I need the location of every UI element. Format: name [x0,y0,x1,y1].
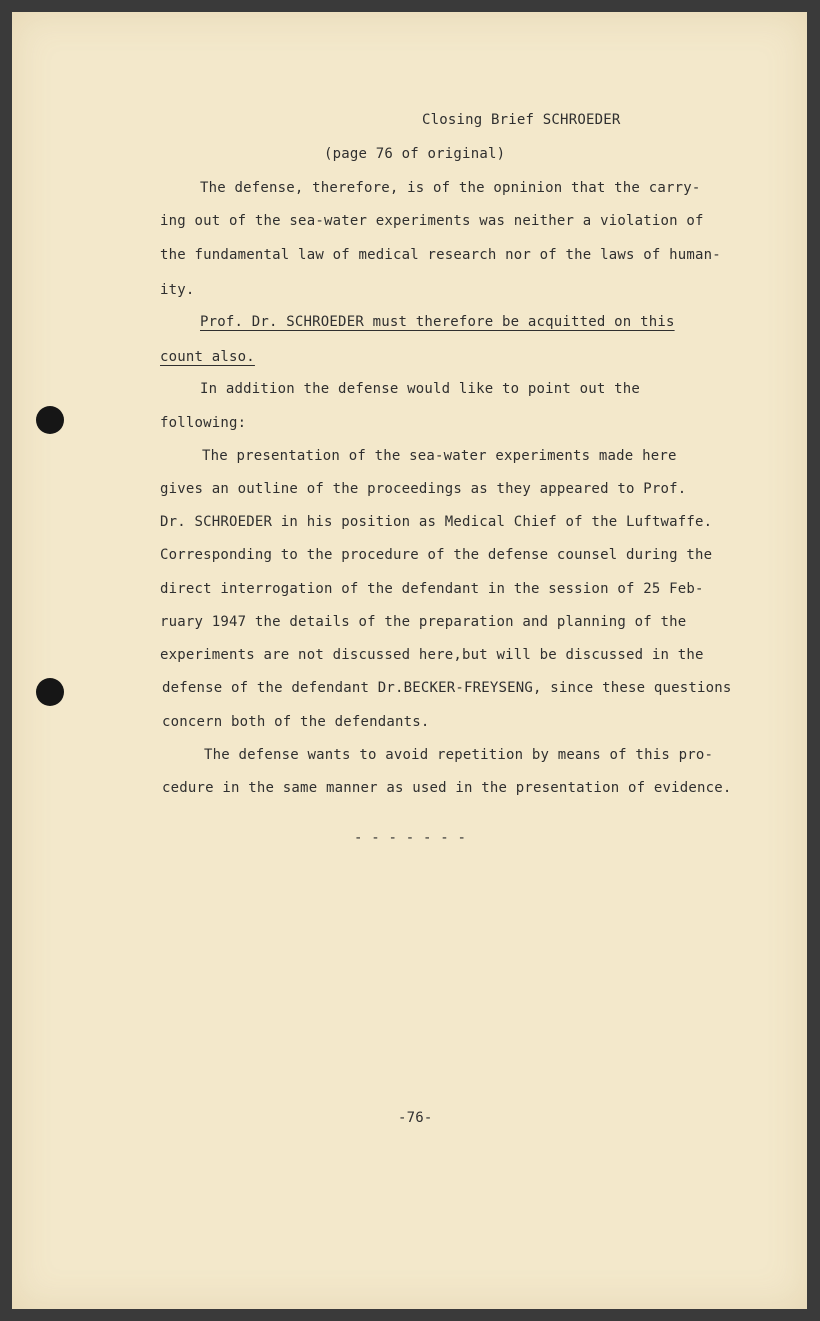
paragraph-1-line-4: ity. [160,282,195,298]
paragraph-4-line-5: direct interrogation of the defendant in the session of 25 Feb- [160,581,704,597]
paragraph-1-line-3: the fundamental law of medical research nor of the laws of human- [160,247,721,263]
paragraph-5-line-1: The defense wants to avoid repetition by means of this pro- [204,747,714,763]
paragraph-2-line-1: Prof. Dr. SCHROEDER must therefore be acquitted on this [200,314,675,330]
paragraph-4-line-6: ruary 1947 the details of the preparation and planning of the [160,614,687,630]
paragraph-4-line-3: Dr. SCHROEDER in his position as Medical Chief of the Luftwaffe. [160,514,713,530]
paragraph-1-line-1: The defense, therefore, is of the opninion that the carry- [200,180,701,196]
paragraph-5-line-2: cedure in the same manner as used in the presentation of evidence. [162,780,732,796]
paragraph-4-line-2: gives an outline of the proceedings as they appeared to Prof. [160,481,687,497]
paragraph-1-line-2: ing out of the sea-water experiments was neither a violation of [160,213,704,229]
document-page [12,12,807,1309]
paragraph-4-line-9: concern both of the defendants. [162,714,430,730]
paragraph-4-line-7: experiments are not discussed here,but will be discussed in the [160,647,704,663]
page-number: -76- [398,1110,433,1126]
paragraph-4-line-8: defense of the defendant Dr.BECKER-FREYSENG, since these questions [162,680,732,696]
original-page-reference: (page 76 of original) [324,146,506,162]
section-separator: - - - - - - - [354,830,467,846]
paragraph-4-line-4: Corresponding to the procedure of the defense counsel during the [160,547,713,563]
paragraph-2-line-2: count also. [160,349,255,365]
punch-hole-bottom [36,678,64,706]
document-header: Closing Brief SCHROEDER [422,112,621,128]
paragraph-4-line-1: The presentation of the sea-water experiments made here [202,448,677,464]
paragraph-3-line-2: following: [160,415,247,431]
paragraph-3-line-1: In addition the defense would like to point out the [200,381,641,397]
punch-hole-top [36,406,64,434]
